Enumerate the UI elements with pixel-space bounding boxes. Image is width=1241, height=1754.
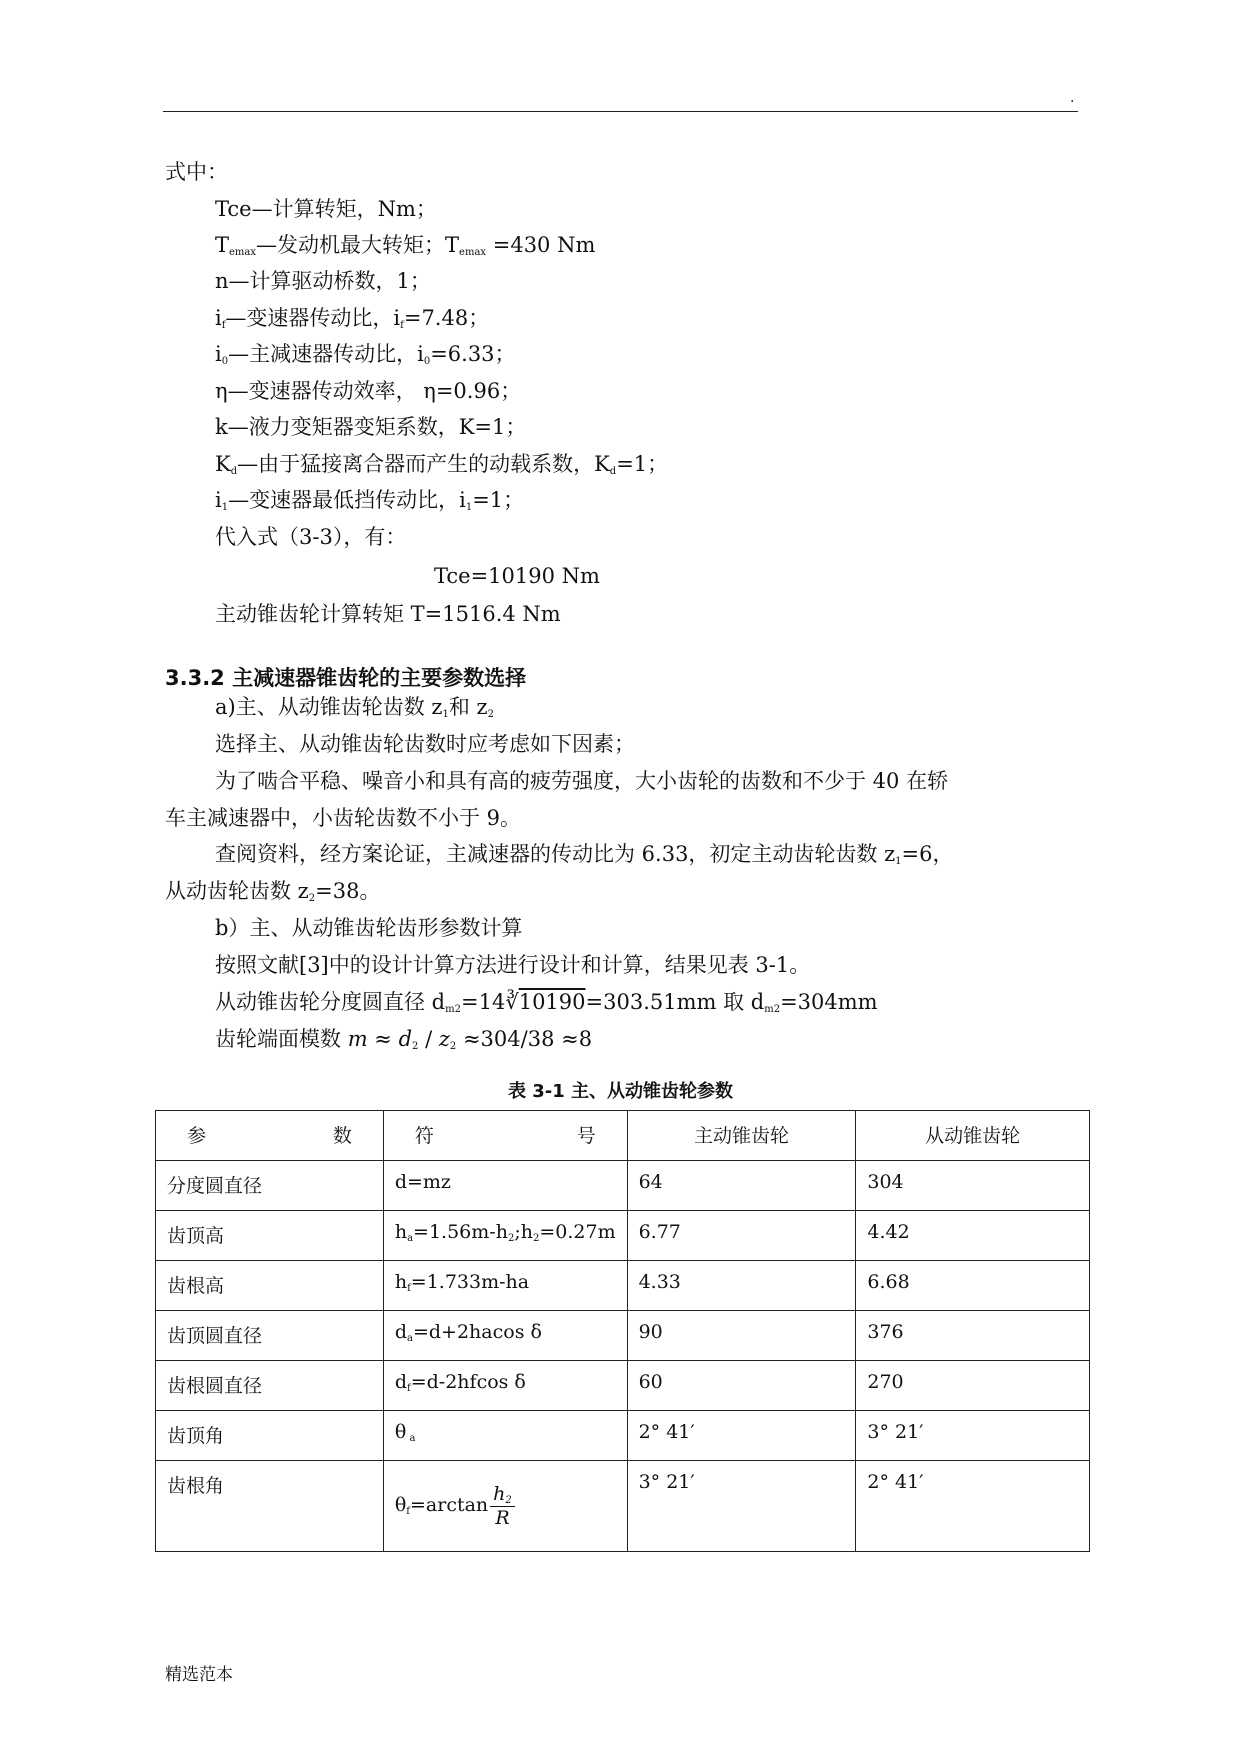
table-cell: d=mz: [383, 1161, 627, 1211]
formula-line: 齿轮端面模数 $m \approx d_2 / z_2 \approx 304/38 \approx 8$: [215, 1027, 593, 1052]
formula-line: 从动锥齿轮分度圆直径 $d_{m2}=14∛10190=303.51mm$ 取 $d_{m2}=304mm$: [215, 990, 878, 1015]
text-line: η—变速器传动效率， η=0.96；: [215, 379, 522, 403]
text-line: $K_d—$由于猛接离合器而产生的动载系数，$K_d=1$；: [215, 452, 669, 477]
column-header: 主动锥齿轮: [627, 1111, 856, 1161]
table-cell: 齿顶角: [156, 1411, 384, 1461]
table-caption: 表 3-1 主、从动锥齿轮参数: [507, 1081, 734, 1102]
table-cell: 齿根圆直径: [156, 1361, 384, 1411]
table-row: [156, 1211, 1090, 1261]
table-cell: 3° 21′: [856, 1411, 1090, 1461]
table-row: [156, 1311, 1090, 1361]
text-line: 式中：: [165, 160, 228, 184]
text-line: 从动齿轮齿数 $z_2=38$。: [165, 879, 381, 904]
footer-text: 精选范本: [165, 1665, 233, 1685]
table-cell: 6.77: [627, 1211, 856, 1261]
table-cell: $h_a=1.56m-h_2;h_2=0.27m$: [383, 1211, 627, 1261]
header-rule: [163, 111, 1078, 112]
text-line: 选择主、从动锥齿轮齿数时应考虑如下因素；: [215, 732, 635, 756]
table-cell: 3° 21′: [627, 1461, 856, 1552]
column-header: 符 号: [383, 1111, 627, 1161]
table-cell: 齿顶圆直径: [156, 1311, 384, 1361]
table-cell: 376: [856, 1311, 1090, 1361]
fraction: $\frac{h_2}{R}$: [490, 1483, 515, 1529]
table-cell: 64: [627, 1161, 856, 1211]
table-cell: 齿根高: [156, 1261, 384, 1311]
table-cell: 6.68: [856, 1261, 1090, 1311]
table-cell: 4.42: [856, 1211, 1090, 1261]
parameter-table: [155, 1110, 1090, 1552]
table-cell: $d_a=d+2hacos$ δ: [383, 1311, 627, 1361]
section-heading: 3.3.2 主减速器锥齿轮的主要参数选择: [165, 666, 527, 690]
text-line: 主动锥齿轮计算转矩 T=1516.4 Nm: [215, 602, 561, 626]
text-line: 车主减速器中，小齿轮齿数不小于 9。: [165, 806, 522, 830]
table-cell: 齿根角: [156, 1461, 384, 1552]
table-cell: 2° 41′: [856, 1461, 1090, 1552]
text-line: 查阅资料，经方案论证，主减速器的传动比为 6.33，初定主动齿轮齿数 $z_1=6$，: [215, 842, 954, 867]
table-cell: 270: [856, 1361, 1090, 1411]
table-header-row: [156, 1111, 1090, 1161]
table-row: [156, 1161, 1090, 1211]
text-line: n—计算驱动桥数，1；: [215, 269, 431, 293]
table-cell: 分度圆直径: [156, 1161, 384, 1211]
table-row: [156, 1461, 1090, 1552]
table-row: [156, 1411, 1090, 1461]
text-line: $i_1—$变速器最低挡传动比，$i_1=1$；: [215, 488, 525, 513]
text-line: Tce—计算转矩，Nm；: [215, 197, 437, 221]
table-cell: 304: [856, 1161, 1090, 1211]
text-line: 按照文献[3]中的设计计算方法进行设计和计算，结果见表 3-1。: [215, 953, 811, 977]
table-row: [156, 1261, 1090, 1311]
table-cell: 2° 41′: [627, 1411, 856, 1461]
column-header: 参 数: [156, 1111, 384, 1161]
text-line: a)主、从动锥齿轮齿数 $z_1$和 $z_2$: [215, 695, 494, 720]
table-cell: 4.33: [627, 1261, 856, 1311]
text-line: 代入式（3-3），有：: [215, 525, 407, 549]
text-line: $i_0—$主减速器传动比，$i_0=6.33$；: [215, 342, 516, 367]
table-cell: 齿顶高: [156, 1211, 384, 1261]
table-cell: 90: [627, 1311, 856, 1361]
text-line: $T_{emax}—$发动机最大转矩；$T_{emax} =430$ Nm: [215, 233, 596, 258]
table-cell: 60: [627, 1361, 856, 1411]
text-line: b）主、从动锥齿轮齿形参数计算: [215, 916, 523, 940]
table-cell: $\theta_f=\arctan$ $\frac{h_2}{R}$: [383, 1461, 627, 1552]
table-row: [156, 1361, 1090, 1411]
table-cell: $d_f=d-2hfcos$ δ: [383, 1361, 627, 1411]
text-line: 为了啮合平稳、噪音小和具有高的疲劳强度，大小齿轮的齿数和不少于 40 在轿: [215, 769, 949, 793]
formula-result: Tce=10190 Nm: [434, 564, 600, 588]
table-cell: θ $_a$: [383, 1411, 627, 1461]
column-header: 从动锥齿轮: [856, 1111, 1090, 1161]
text-line: $i_f—$变速器传动比，$i_f=7.48$；: [215, 306, 490, 331]
text-line: k—液力变矩器变矩系数，K=1；: [215, 415, 527, 439]
table-cell: $h_f=1.733m-ha$: [383, 1261, 627, 1311]
header-mark: .: [1070, 90, 1075, 106]
